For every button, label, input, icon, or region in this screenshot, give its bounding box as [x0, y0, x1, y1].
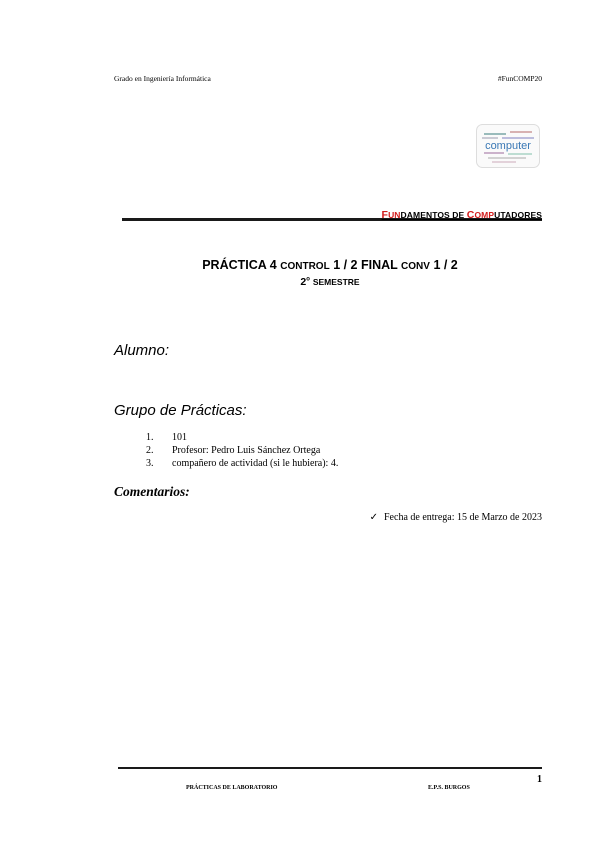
course-title: FUNDAMENTOS DE COMPUTADORES — [381, 209, 542, 221]
logo-text: computer — [485, 140, 531, 152]
group-list — [146, 431, 338, 470]
list-item: 1. 101 — [146, 432, 187, 443]
checkmark-icon: ✓ — [369, 512, 378, 523]
list-item: 2. Profesor: Pedro Luis Sánchez Ortega — [146, 445, 321, 456]
bottom-rule — [118, 767, 542, 769]
grupo-heading: Grupo de Prácticas: — [114, 402, 247, 419]
footer-left: PRÁCTICAS DE LABORATORIO — [186, 785, 278, 791]
computer-logo — [476, 124, 540, 168]
footer-right: E.P.S. BURGOS — [428, 785, 470, 791]
due-date: ✓ Fecha de entrega: 15 de Marzo de 2023 — [369, 512, 542, 523]
list-item: 3. compañero de actividad (si le hubiera): 4. — [146, 458, 339, 469]
header-right: #FunCOMP20 — [497, 74, 542, 83]
document-title: PRÁCTICA 4 CONTROL 1 / 2 FINAL CONV 1 / 2 — [202, 258, 458, 272]
comentarios-heading: Comentarios: — [114, 484, 190, 499]
alumno-heading: Alumno: — [114, 342, 170, 359]
word-cloud-logo-icon — [476, 124, 540, 168]
document-subtitle: 2$^o$ SEMESTRE — [300, 276, 360, 288]
header-left: Grado en Ingeniería Informática — [114, 74, 211, 83]
page-number: 1 — [537, 774, 542, 785]
